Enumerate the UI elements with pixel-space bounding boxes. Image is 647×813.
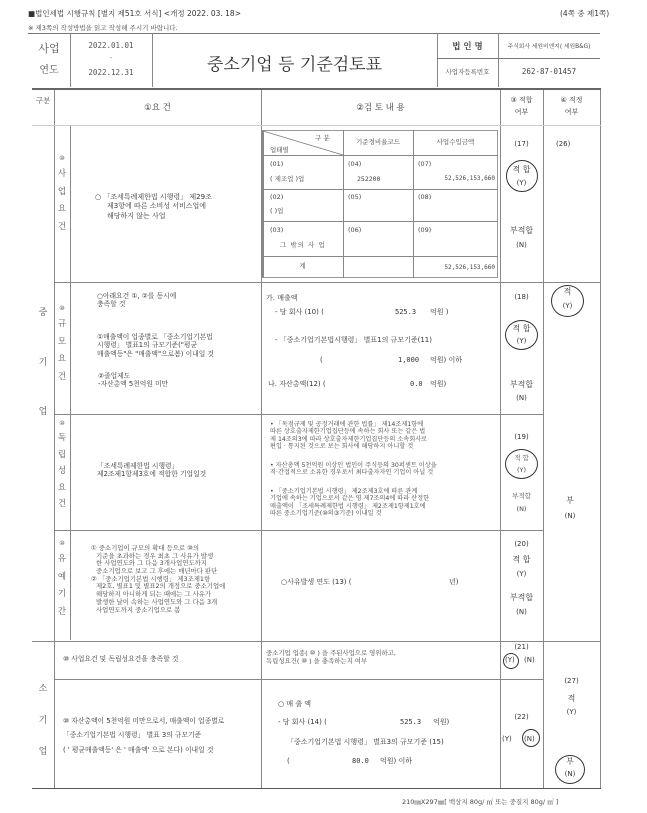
total-revenue: 52,526,153,660 xyxy=(444,264,495,271)
form-reference: ■법인세법 시행규칙 [별지 제51호 서식] <개정 2022. 03. 18> xyxy=(28,9,241,18)
row3-revenue-no: (09) xyxy=(418,226,432,234)
col-category-header: 구분 xyxy=(35,96,51,105)
yes-option[interactable]: (Y) xyxy=(502,735,512,743)
col-requirement-header: ①요 건 xyxy=(144,103,171,113)
independence-review-2: • 자산총액 5천억원 이상인 법인이 주식등의 30퍼센트 이상을 직·간접적으로 소유한 경우로서 최다출자자인 기업이 아닐 것 xyxy=(270,462,437,477)
row3-no: (03) xyxy=(270,226,284,234)
col-code-header: 기준경비율코드 xyxy=(356,138,400,146)
col-proper-header: ④ 적정 여부 xyxy=(560,96,583,117)
fit-yes[interactable]: 적 합 xyxy=(514,454,529,462)
business-req-label: ⑩ 사 업 요 건 xyxy=(57,155,67,232)
company-revenue-unit: 억원 ) xyxy=(430,308,449,316)
fit-no-option[interactable]: 부적합 xyxy=(512,492,531,500)
independence-req-text: 「조세특례제한법 시행령」 제2조제1항제3호에 적합한 기업일것 xyxy=(97,462,207,479)
fit-no-option[interactable]: 부적합 xyxy=(509,593,534,602)
period-label-2: 연도 xyxy=(39,65,59,76)
col-fit-header: ③ 적합 여부 xyxy=(510,96,533,117)
scale-standard-label: - 「중소기업기본법시행령」 별표1의 규모기준(11) xyxy=(275,336,432,344)
proper-yes-code: (Y) xyxy=(566,708,577,716)
scale-standard-unit: 억원) 이하 xyxy=(430,356,463,364)
fit-no-option[interactable]: 부적합 xyxy=(509,226,534,235)
page-title: 중소기업 등 기준검토표 xyxy=(206,55,383,75)
corp-name-label: 법 인 명 xyxy=(452,42,483,52)
small-standard-value: 80.0 xyxy=(352,757,369,765)
biz-no: 262-87-01457 xyxy=(521,67,577,76)
instruction-note: ※ 제3쪽의 작성방법을 읽고 작성해 주시기 바랍니다. xyxy=(28,24,178,32)
scale-req-intro: ○아래요건 ①, ②를 동시에 충족할 것 xyxy=(97,292,177,309)
total-label: 계 xyxy=(299,262,306,270)
fit-no-code: (N) xyxy=(516,394,527,402)
business-req-text: ○ 「조세특례제한법 시행령」 제29조 제3항에 따른 소비성 서비스업에 해당하지 않는 사업 xyxy=(95,193,212,220)
diag-header-top: 구 분 xyxy=(315,134,330,142)
corp-name: 주식회사 세원비엔지( 세원B&G) xyxy=(507,44,591,50)
fit-no-19: (19) xyxy=(514,433,529,441)
col-revenue-header: 사업수입금액 xyxy=(436,138,475,146)
row1-name: ( 제조업 )업 xyxy=(270,175,305,183)
small-company-value: 525.3 xyxy=(400,718,422,726)
fit-yes-code: (Y) xyxy=(516,179,527,187)
row1-revenue-no: (07) xyxy=(418,160,432,168)
small-company-unit: 억원) xyxy=(433,718,450,726)
diag-header-bottom: 업태별 xyxy=(270,146,289,154)
total-assets-unit: 억원) xyxy=(430,380,447,388)
row3-name: 그 밖의 사 업 xyxy=(280,241,326,249)
section-sme-label: 중 기 업 xyxy=(38,308,48,418)
fit-no-20: (20) xyxy=(514,540,529,548)
fit-no-22: (22) xyxy=(514,713,529,721)
small-revenue-title: ○ 매 출 액 xyxy=(278,700,312,708)
biz-no-label: 사업자등록번호 xyxy=(445,68,490,76)
proper-yes-code: (Y) xyxy=(562,302,573,310)
fit-yes[interactable]: 적 합 xyxy=(512,165,531,174)
row1-revenue: 52,526,153,660 xyxy=(444,175,495,182)
fit-yes-code: (Y) xyxy=(516,337,527,345)
proper-no[interactable]: 부 xyxy=(566,496,574,505)
fit-no-option[interactable]: 부적합 xyxy=(509,380,534,389)
scale-standard-open: ( xyxy=(320,356,323,364)
fit-no-18: (18) xyxy=(514,293,529,301)
period-dash: - xyxy=(109,54,113,62)
independence-req-label: ⑩ 독 립 성 요 건 xyxy=(57,420,67,509)
yes-option[interactable]: (Y) xyxy=(505,656,515,664)
row1-code-no: (04) xyxy=(348,160,362,168)
fit-yes[interactable]: 적 합 xyxy=(512,555,531,564)
small-biz-review-1: 중소기업 업종( ⑩ ) 을 주된사업으로 영위하고, 독립성요건( ⑩ ) 을 충족하는지 여부 xyxy=(266,649,396,665)
grace-period-text: ① 중소기업이 규모의 확대 등으로 ⑩의 기준을 초과하는 경우 최초 그 사유가 발생 한 사업연도와 그 다음 3개사업연도까지 중소기업으로 보고 그 후에는 매년마다 판단 ② 「중소기업기본법 시행령」 제3조제1항 제2호, 별표1 및 별표2의 개정으로 중소기업에 해당하지 아니하게 되는 때에는 그 사유가 발생한 날이 속하는 사업연도와 그 다음 3개 사업연도까지 중소기업으로 봄 xyxy=(91,544,226,614)
proper-yes[interactable]: 적 xyxy=(563,287,572,296)
company-revenue-label: - 당 회사 (10) ( xyxy=(275,308,324,316)
col-review-header: ②검 토 내 용 xyxy=(356,103,405,113)
row2-name: ( )업 xyxy=(270,207,284,215)
period-start: 2022.01.01 xyxy=(88,41,134,50)
total-assets-label: 나. 자산총액(12) ( xyxy=(268,380,326,388)
small-standard-open: ( xyxy=(287,757,290,765)
scale-req-item1: ①매출액이 업종별로 「중소기업기본법 시행령」 별표1의 규모기준("평균 매출액등"은 "매출액"으로봄) 이내일 것 xyxy=(97,333,214,358)
fit-no-21: (21) xyxy=(514,643,529,651)
proper-no-code: (N) xyxy=(564,770,576,778)
fit-no-code: (N) xyxy=(516,505,527,513)
row2-revenue-no: (08) xyxy=(418,193,432,201)
small-biz-req-1: ⑩ 사업요건 및 독립성요건을 충족할 것 xyxy=(63,655,179,663)
fit-yes-code: (Y) xyxy=(516,570,527,578)
independence-review-3: • 「중소기업기본법 시행령」 제2조제3호에 따른 관계 기업에 속하는 기업으로서 같은 영 제7조의4에 따라 산정한 매출액이 「조세특례제한법 시행령」 제2조제1항제1호에 따른 중소기업기준(⑩의③기준) 이내일 것 xyxy=(270,488,430,518)
revenue-title: 가. 매출액 xyxy=(266,294,298,302)
event-year-unit: 년) xyxy=(449,578,459,586)
proper-yes[interactable]: 적 xyxy=(567,694,576,703)
scale-req-label: ⑩ 규 모 요 건 xyxy=(57,305,67,382)
period-label: 사업 xyxy=(38,42,60,55)
no-option[interactable]: (N) xyxy=(524,735,535,743)
proper-no-26: (26) xyxy=(556,140,571,148)
row3-code-no: (06) xyxy=(348,226,362,234)
row1-code: 252200 xyxy=(357,175,381,183)
company-revenue-value: 525.3 xyxy=(395,308,417,316)
event-year-label: ○사유발생 연도 (13) ( xyxy=(281,578,352,586)
small-biz-req-2: ⑩ 자산총액이 5천억원 미만으로서, 매출액이 업종별로 「중소기업기본법 시행령」 별표 3의 규모기준 ( ' 평균매출액등' 은 ' 매출액' 으로 본다) 이내일 것 xyxy=(63,717,225,754)
small-standard-label: 「중소기업기본법 시행령」 별표3의 규모기준 (15) xyxy=(287,738,444,746)
paper-spec: 210㎜X297㎜[ 백상지 80g/ ㎡ 또는 중질지 80g/ ㎡ ] xyxy=(402,798,559,806)
proper-no[interactable]: 부 xyxy=(566,757,574,766)
fit-no-code: (N) xyxy=(516,241,527,249)
row2-code-no: (05) xyxy=(348,193,362,201)
fit-yes[interactable]: 적 합 xyxy=(512,324,531,333)
proper-no-code: (N) xyxy=(564,512,576,520)
row1-no: (01) xyxy=(270,160,284,168)
fit-yes-code: (Y) xyxy=(516,466,527,474)
scale-standard-value: 1,000 xyxy=(398,356,420,364)
fit-no-code: (N) xyxy=(516,608,527,616)
small-company-label: - 당 회사 (14) ( xyxy=(278,718,327,726)
no-option[interactable]: (N) xyxy=(524,656,535,664)
scale-req-item2: ②졸업제도 -자산총액 5천억원 미만 xyxy=(98,372,169,389)
section-small-label: 소 기 업 xyxy=(38,684,48,758)
proper-no-27: (27) xyxy=(564,677,579,685)
fit-no-17: (17) xyxy=(514,140,529,148)
independence-review-1: • 「독점규제 및 공정거래에 관한 법률」 제14조제1항에 따른 상호출자제한기업집단등에 속하는 회사 또는 같은 법 제 14조의3에 따라 상호출자제한기업집단등의 소속회사로 편입 · 통지된 것으로 보는 회사에 해당하지 아니할 것 xyxy=(270,421,428,451)
total-assets-value: 0.0 xyxy=(410,380,423,388)
period-end: 2022.12.31 xyxy=(88,68,134,77)
page-info: (4쪽 중 제1쪽) xyxy=(560,9,610,18)
small-standard-unit: 억원) 이하 xyxy=(380,757,413,765)
row2-no: (02) xyxy=(270,193,284,201)
grace-period-label: ⑩ 유 예 기 간 xyxy=(57,540,67,617)
